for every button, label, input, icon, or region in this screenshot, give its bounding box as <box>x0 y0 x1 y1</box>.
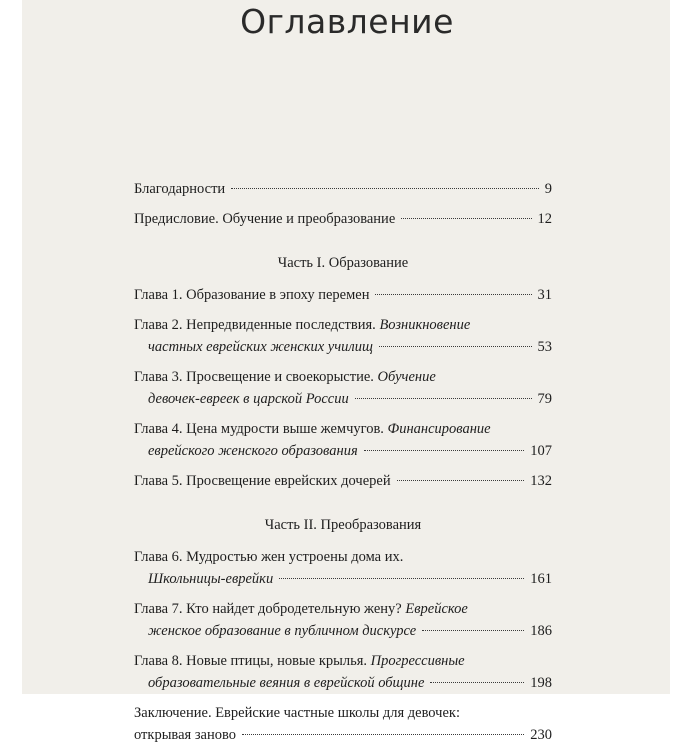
entry-subtitle: женское образование в публичном дискурсе <box>148 623 417 639</box>
entry-subtitle: Прогрессивные <box>370 653 465 669</box>
toc-entry-chapter-4[interactable] <box>134 418 552 462</box>
entry-subtitle: Финансирование <box>387 421 491 437</box>
leader-dots <box>422 630 524 631</box>
entry-text: Глава 7. Кто найдет добродетельную жену? <box>134 601 402 617</box>
toc-entry-chapter-8[interactable] <box>134 650 552 694</box>
entry-subtitle: образовательные веяния в еврейской общине <box>148 675 425 691</box>
page-number: 230 <box>530 727 552 743</box>
leader-dots <box>279 578 524 579</box>
toc-entry-chapter-3[interactable] <box>134 366 552 410</box>
table-of-contents <box>134 178 552 754</box>
page-number: 12 <box>537 211 552 227</box>
toc-entry-chapter-5[interactable] <box>134 470 552 492</box>
page-title: Оглавление <box>240 2 454 41</box>
leader-dots <box>401 218 531 219</box>
leader-dots <box>364 450 525 451</box>
entry-text: Глава 8. Новые птицы, новые крылья. <box>134 653 367 669</box>
page-number: 161 <box>530 571 552 587</box>
entry-text: Глава 2. Непредвиденные последствия. <box>134 317 376 333</box>
page-number: 31 <box>537 287 552 303</box>
toc-entry-chapter-2[interactable] <box>134 314 552 358</box>
entry-subtitle: Еврейское <box>405 601 468 617</box>
entry-text: Глава 3. Просвещение и своекорыстие. <box>134 369 374 385</box>
page-number: 53 <box>537 339 552 355</box>
toc-entry-conclusion[interactable] <box>134 702 552 746</box>
leader-dots <box>231 188 539 189</box>
leader-dots <box>379 346 532 347</box>
page-number: 186 <box>530 623 552 639</box>
entry-text: Глава 4. Цена мудрости выше жемчугов. <box>134 421 384 437</box>
entry-text: Предисловие. Обучение и преобразование <box>134 211 396 227</box>
entry-subtitle: Возникновение <box>379 317 471 333</box>
entry-text: Глава 6. Мудростью жен устроены дома их. <box>134 549 404 565</box>
page-number: 9 <box>544 181 552 197</box>
leader-dots <box>355 398 532 399</box>
entry-text: Глава 1. Образование в эпоху перемен <box>134 287 370 303</box>
entry-subtitle: девочек-евреек в царской России <box>148 391 349 407</box>
part-heading: Часть II. Преобразования <box>264 517 422 533</box>
toc-entry-preface[interactable] <box>134 208 552 230</box>
entry-subtitle: Обучение <box>377 369 436 385</box>
entry-subtitle: частных еврейских женских училищ <box>148 339 373 355</box>
page-number: 198 <box>530 675 552 691</box>
page-number: 107 <box>530 443 552 459</box>
leader-dots <box>430 682 524 683</box>
leader-dots <box>242 734 524 735</box>
part-heading: Часть I. Образование <box>277 255 409 271</box>
entry-text: открывая заново <box>134 727 236 743</box>
page-number: 132 <box>530 473 552 489</box>
entry-text: Заключение. Еврейские частные школы для девочек: <box>134 705 460 721</box>
entry-text: Благодарности <box>134 181 226 197</box>
page-number: 79 <box>537 391 552 407</box>
toc-entry-chapter-7[interactable] <box>134 598 552 642</box>
leader-dots <box>397 480 525 481</box>
toc-entry-chapter-6[interactable] <box>134 546 552 590</box>
leader-dots <box>375 294 531 295</box>
toc-entry-acknowledgements[interactable] <box>134 178 552 200</box>
entry-subtitle: Школьницы-еврейки <box>148 571 274 587</box>
toc-entry-chapter-1[interactable] <box>134 284 552 306</box>
entry-subtitle: еврейского женского образования <box>148 443 358 459</box>
entry-text: Глава 5. Просвещение еврейских дочерей <box>134 473 391 489</box>
